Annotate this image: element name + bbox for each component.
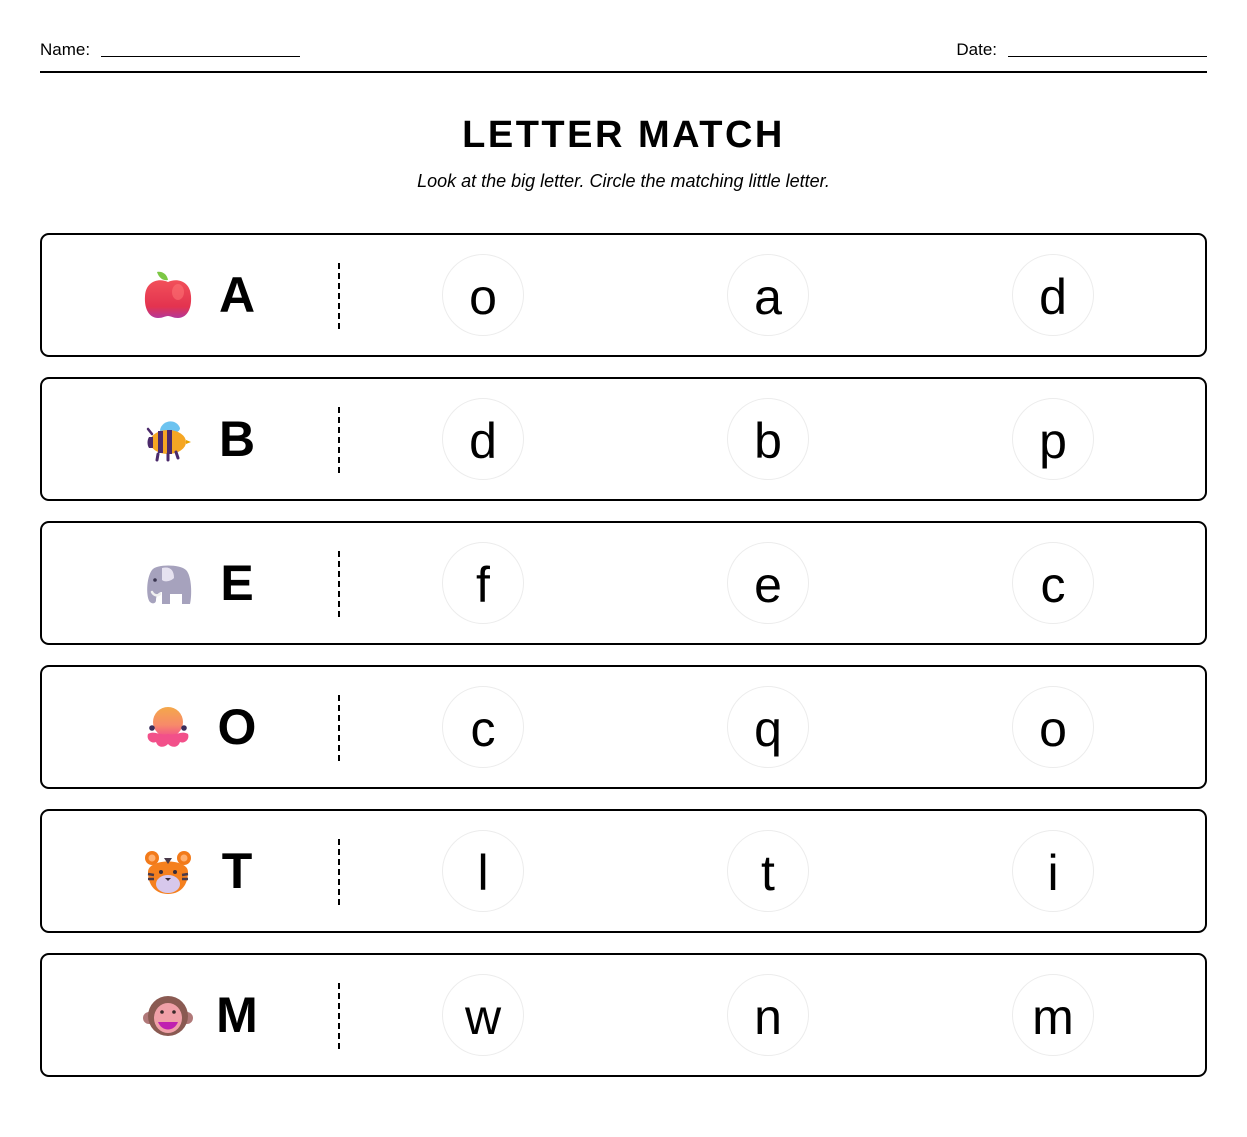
choice-circle[interactable]: a	[727, 254, 809, 336]
date-field[interactable]	[956, 38, 1207, 62]
uppercase-letter: E	[220, 555, 254, 611]
uppercase-letter: M	[216, 987, 258, 1043]
bee-icon	[140, 412, 196, 468]
choice-circle[interactable]: m	[1012, 974, 1094, 1056]
dashed-divider	[338, 983, 340, 1049]
choice-circle[interactable]: o	[442, 254, 524, 336]
choice-circle[interactable]: c	[1012, 542, 1094, 624]
dashed-divider	[338, 263, 340, 329]
choice-circle[interactable]: d	[1012, 254, 1094, 336]
letter-rows	[40, 233, 1207, 1097]
letter-row-o	[40, 665, 1207, 789]
octopus-icon	[140, 700, 196, 756]
dashed-divider	[338, 695, 340, 761]
apple-icon	[140, 268, 196, 324]
choice-circle[interactable]: q	[727, 686, 809, 768]
choice-circle[interactable]: o	[1012, 686, 1094, 768]
header-divider	[40, 71, 1207, 73]
letter-row-e	[40, 521, 1207, 645]
uppercase-letter: A	[218, 267, 256, 323]
choice-circle[interactable]: n	[727, 974, 809, 1056]
choice-circle[interactable]: p	[1012, 398, 1094, 480]
letter-row-b	[40, 377, 1207, 501]
dashed-divider	[338, 407, 340, 473]
dashed-divider	[338, 551, 340, 617]
letter-row-m	[40, 953, 1207, 1077]
letter-row-a	[40, 233, 1207, 357]
choice-circle[interactable]: b	[727, 398, 809, 480]
choice-circle[interactable]: d	[442, 398, 524, 480]
letter-row-t	[40, 809, 1207, 933]
name-label: Name:	[40, 40, 91, 59]
monkey-icon	[140, 988, 196, 1044]
page-title: LETTER MATCH	[462, 114, 785, 156]
choice-circle[interactable]: f	[442, 542, 524, 624]
choice-circle[interactable]: e	[727, 542, 809, 624]
uppercase-letter: O	[217, 699, 257, 755]
name-field[interactable]	[40, 38, 300, 62]
name-line[interactable]	[101, 56, 300, 57]
worksheet-header	[40, 38, 1207, 74]
choice-circle[interactable]: c	[442, 686, 524, 768]
uppercase-letter: T	[221, 843, 253, 899]
choice-circle[interactable]: w	[442, 974, 524, 1056]
uppercase-letter: B	[218, 411, 256, 467]
tiger-icon	[140, 844, 196, 900]
instructions: Look at the big letter. Circle the matching little letter.	[417, 171, 830, 191]
choice-circle[interactable]: t	[727, 830, 809, 912]
date-label: Date:	[956, 40, 997, 59]
choice-circle[interactable]: l	[442, 830, 524, 912]
date-line[interactable]	[1008, 56, 1207, 57]
dashed-divider	[338, 839, 340, 905]
choice-circle[interactable]: i	[1012, 830, 1094, 912]
elephant-icon	[140, 556, 196, 612]
